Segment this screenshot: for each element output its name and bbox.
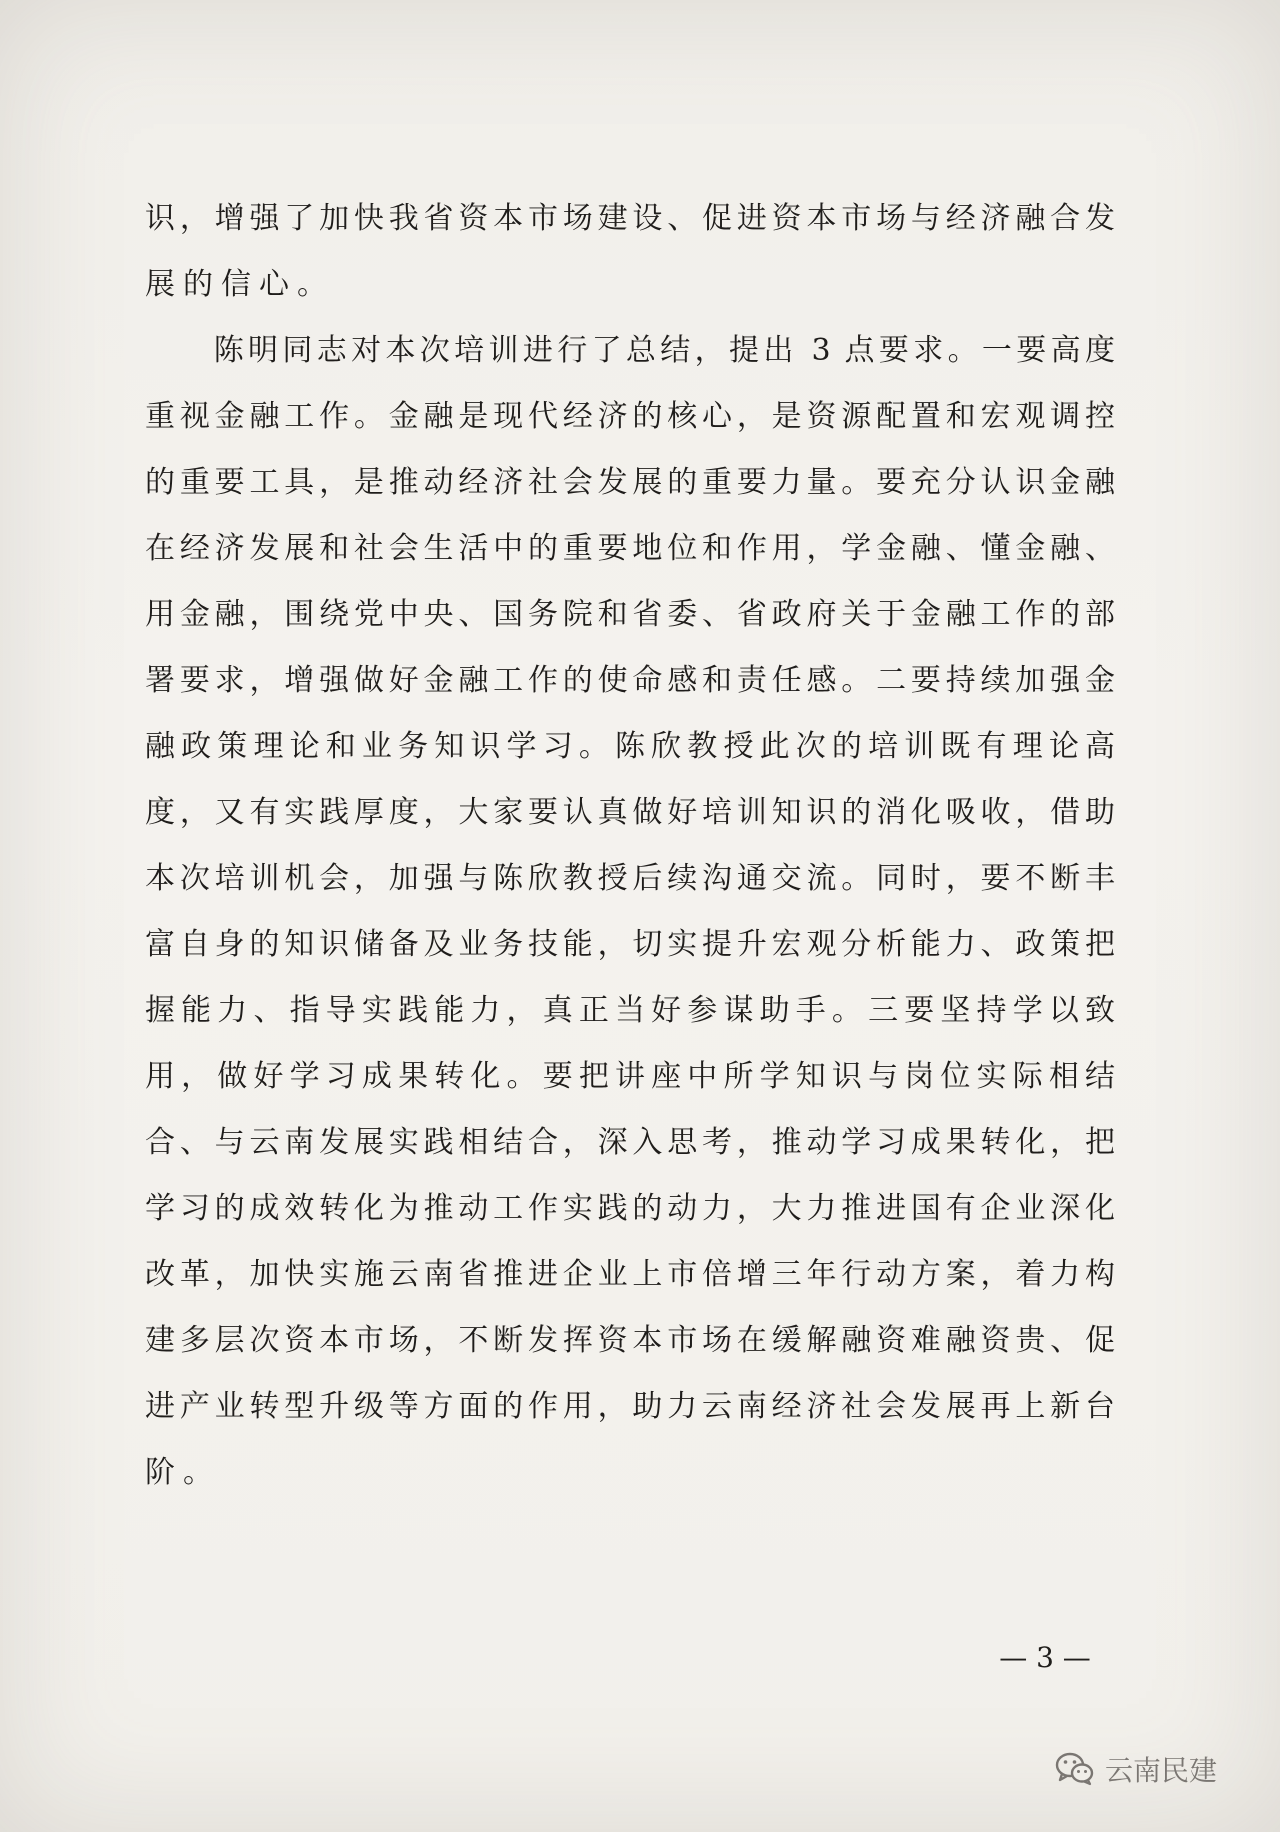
text-line: 建多层次资本市场，不断发挥资本市场在缓解融资难融资贵、促: [145, 1323, 1115, 1358]
text-line: 用，做好学习成果转化。要把讲座中所学知识与岗位实际相结: [145, 1059, 1115, 1094]
wechat-icon: [1055, 1751, 1095, 1787]
text-line: 阶。: [145, 1455, 221, 1490]
text-line: 本次培训机会，加强与陈欣教授后续沟通交流。同时，要不断丰: [145, 861, 1115, 896]
body-text: [145, 186, 1115, 1506]
text-line: 学习的成效转化为推动工作实践的动力，大力推进国有企业深化: [145, 1191, 1115, 1226]
text-line: 的重要工具，是推动经济社会发展的重要力量。要充分认识金融: [145, 465, 1115, 500]
text-line: 改革，加快实施云南省推进企业上市倍增三年行动方案，着力构: [145, 1257, 1115, 1292]
text-line: 合、与云南发展实践相结合，深入思考，推动学习成果转化，把: [145, 1125, 1115, 1160]
text-line: 进产业转型升级等方面的作用，助力云南经济社会发展再上新台: [145, 1389, 1115, 1424]
text-line: 署要求，增强做好金融工作的使命感和责任感。二要持续加强金: [145, 663, 1115, 698]
text-line: 融政策理论和业务知识学习。陈欣教授此次的培训既有理论高: [145, 729, 1115, 764]
watermark-text: 云南民建: [1105, 1754, 1218, 1787]
text-line: 重视金融工作。金融是现代经济的核心，是资源配置和宏观调控: [145, 399, 1115, 434]
text-line: 用金融，围绕党中央、国务院和省委、省政府关于金融工作的部: [145, 597, 1115, 632]
text-line: 度，又有实践厚度，大家要认真做好培训知识的消化吸收，借助: [145, 795, 1115, 830]
watermark: [1055, 1747, 1217, 1791]
text-line: 在经济发展和社会生活中的重要地位和作用，学金融、懂金融、: [145, 531, 1115, 566]
page-number: — 3 —: [999, 1641, 1091, 1674]
text-line: 陈明同志对本次培训进行了总结，提出 3 点要求。一要高度: [145, 333, 1115, 368]
text-line: 展的信心。: [145, 267, 335, 302]
text-line: 富自身的知识储备及业务技能，切实提升宏观分析能力、政策把: [145, 927, 1115, 962]
text-line: 识，增强了加快我省资本市场建设、促进资本市场与经济融合发: [145, 201, 1115, 236]
text-line: 握能力、指导实践能力，真正当好参谋助手。三要坚持学以致: [145, 993, 1115, 1028]
